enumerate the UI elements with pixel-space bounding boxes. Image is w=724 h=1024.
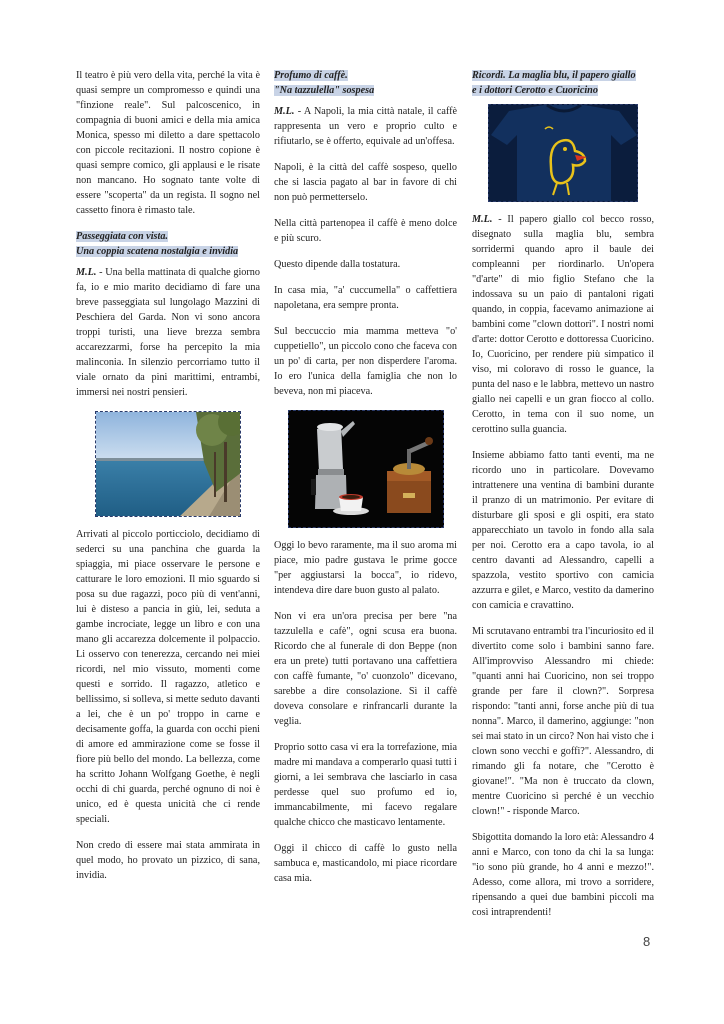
lake-promenade-image [96, 412, 241, 517]
author-initials: M.L. [274, 106, 295, 117]
coffee-pot-grinder-photo [288, 410, 444, 528]
heading-line-2: e i dottori Cerotto e Cuoricino [472, 85, 598, 96]
paragraph-cuccumella: In casa mia, "a' cuccumella" o caffettiera napoletana, era sempre pronta. [274, 285, 457, 311]
article-heading-caffe [274, 68, 457, 98]
paragraph-caffe-sospeso: Napoli, è la città del caffè sospeso, quello che si lascia pagato al bar in favore di chi non può permetterselo. [274, 162, 457, 203]
heading-line-1: Ricordi. La maglia blu, il papero giallo [472, 70, 636, 81]
paragraph-intro-text: - Il papero giallo col becco rosso, disegnato sulla maglia blu, sembra sorridermi quando apro il baule dei compleanni per riordinarlo. Un'opera "d'arte" di mio figlio Stefano che la indossava su un paio di pantaloni rigati quando, in coppia, facevamo animazione ai bambini come "clown dottori". I nostri nomi d'arte: dottor Cerotto e dottoressa Cuoricino. Io, Cuoricino, per rendere più simpatico il viso, mi coloravo di rosso le guance, la punta del naso e le labbra, mettevo un nastro giallo nei capelli e un gran fiocco al collo. Cerotto, in tema con il suo nome, un cerottino sulla guancia. [472, 214, 654, 435]
heading-line-2: Una coppia scatena nostalgia e invidia [76, 246, 239, 257]
column-2 [274, 68, 457, 897]
column-3 [472, 68, 654, 931]
coffee-pot-grinder-image [289, 411, 444, 528]
paragraph-cuppetiello: Sul beccuccio mia mamma metteva "o' cuppetiello", un piccolo cono che faceva con un po' di carta, per non disperdere l'aroma. Io ero l'unica della famiglia che non lo beveva, non mi piaceva. [274, 326, 457, 397]
paragraph-matrimonio: Insieme abbiamo fatto tanti eventi, ma ne ricordo uno in particolare. Dovevamo intrattenere una ventina di bambini durante il pranzo di un matrimonio. Per evitare di disturbare gli sposi e gli ospiti, era stato apparecchiato un tavolo in fondo alla sala per noi. Cerotto era a capo tavola, io al centro davanti ad Alessandro, capelli a spazzola, vestito sportivo con camicia azzurra e gilet, e Marco, vestito da damerino con camicia e cravattino. [472, 450, 654, 611]
heading-line-1: Profumo di caffè. [274, 70, 348, 81]
paragraph-partenopea: Nella città partenopea il caffè è meno dolce e più scuro. [274, 218, 457, 244]
blue-shirt-duck-image [489, 105, 638, 202]
author-initials: M.L. [472, 214, 493, 225]
paragraph-torrefazione: Proprio sotto casa vi era la torrefazione, mia madre mi mandava a comperarlo quasi tutti i giorni, a lei sembrava che lasciarlo in casa perdesse quel suo profumo ed io, immancabilmente, mi facevo regalare qualche chicco che masticavo lentamente. [274, 742, 457, 828]
paragraph-couple: Arrivati al piccolo porticciolo, decidiamo di sederci su una panchina che guarda la spiaggia, mi piace osservare le persone e catturare le loro emozioni. Il mio sguardo si posa su due ragazzi, poco più di vent'anni, lui è disteso a pancia in giù, lei, seduta a gambe incrociate, legge un libro e con una mano gli accarezza dolcemente il polpaccio. Li osservo con tenerezza, cercando nei miei ricordi, nel mio vissuto, momenti come questi e sorrido. Il ragazzo, atletico e bellissimo, si solleva, si mette seduto davanti a lei, che è un po' troppo in carne e decisamente goffa, la guarda con occhi pieni di amore ed ammirazione come se fosse il fiore più bello del mondo. La bellezza, come ha scritto Johann Wolfgang Goethe, è negli occhi di chi guarda, perché ognuno di noi è unico, ed è questa unicità che ci rende speciali. [76, 529, 260, 825]
author-initials: M.L. [76, 267, 97, 278]
paragraph-envy: Non credo di essere mai stata ammirata in quel modo, ho provato un pizzico, di sana, invidia. [76, 840, 260, 881]
paragraph-sambuca: Oggi il chicco di caffè lo gusto nella sambuca e, masticandolo, mi piace ricordare casa mia. [274, 843, 457, 884]
paragraph-eta: Sbigottita domando la loro età: Alessandro 4 anni e Marco, con tono da chi la sa lunga: "io sono più grande, ho 4 anni e mezzo!". Adesso, come allora, mi trovo a sorridere, ripensando a quei due bambini piccoli ma così intraprendenti! [472, 832, 654, 918]
paragraph-intro-text: - A Napoli, la mia città natale, il caffè rappresenta un vero e proprio culto e rifiutarlo, se è offerto, equivale ad un'offesa. [274, 106, 457, 147]
paragraph-tostatura: Questo dipende dalla tostatura. [274, 259, 401, 270]
column-1 [76, 68, 260, 894]
lake-promenade-photo [95, 411, 241, 517]
paragraph-theatre: Il teatro è più vero della vita, perché la vita è quasi sempre un compromesso e quindi una "finzione reale". Sul palcoscenico, in compagnia di buoni amici e della mia amica Monica, spesso mi diletto a dare spettacolo con piccole recitazioni. Il nostro copione è quasi sempre comico, gli applausi e le risate non mancano. Ho sognato tante volte di essere "scoperta" da un regista. Il sogno nel cassetto finora è rimasto tale. [76, 70, 260, 216]
heading-line-2: "Na tazzulella" sospesa [274, 85, 375, 96]
article-heading-ricordi [472, 68, 654, 98]
page-number: 8 [643, 934, 651, 949]
paragraph-tazzulella: Non vi era un'ora precisa per bere "na tazzulella e cafè", ogni scusa era buona. Ricordo che al funerale di don Beppe (non era un prete) tutti portavano una caffettiera con caffè fumante, "o' cuonzolo" dicevano, sarebbe a dire consolazione. Sì il caffè doveva consolare e rinfrancarli durante la veglia. [274, 611, 457, 727]
paragraph-intro [76, 265, 260, 400]
paragraph-intro-text: - Una bella mattinata di qualche giorno fa, io e mio marito decidiamo di fare una breve passeggiata sul lungolago Mazzini di Peschiera del Garda. Non vi sono ancora troppi turisti, una lieve brezza sembra accarezzarmi, forse ha percepito la mia malinconia. In silenzio percorriamo tutto il viale ornato da pini marittimi, entrambi, immersi nei nostri pensieri. [76, 267, 260, 398]
paragraph-intro [274, 104, 457, 149]
paragraph-aroma: Oggi lo bevo raramente, ma il suo aroma mi piace, mio padre gustava le prime gocce "per aggiustarsi la bocca", io ridevo, intendeva dire dare buon gusto al palato. [274, 540, 457, 596]
paragraph-intro [472, 212, 654, 437]
paragraph-dialogue: Mi scrutavano entrambi tra l'incuriosito ed il divertito come solo i bambini sanno fare. All'improvviso Alessandro mi chiede: "quanti anni hai Cuoricino, non sei troppo grande per fare il clown?". Sorpresa rispondo: "tanti anni, forse anche più di tua nonna". Marco, il damerino, aggiunge: "non sei mai stato in un circo? Non hai visto che i clown sono vecchi e goffi?". Alessandro, di rimando gli fa notare, che "Cerotto è giovane!". "Ma non è truccato da clown, mentre Cuoricino sì perché è un vecchio clown!" - risponde Marco. [472, 626, 654, 817]
blue-shirt-duck-photo [488, 104, 638, 202]
article-heading-passeggiata [76, 229, 260, 259]
heading-line-1: Passeggiata con vista. [76, 231, 168, 242]
